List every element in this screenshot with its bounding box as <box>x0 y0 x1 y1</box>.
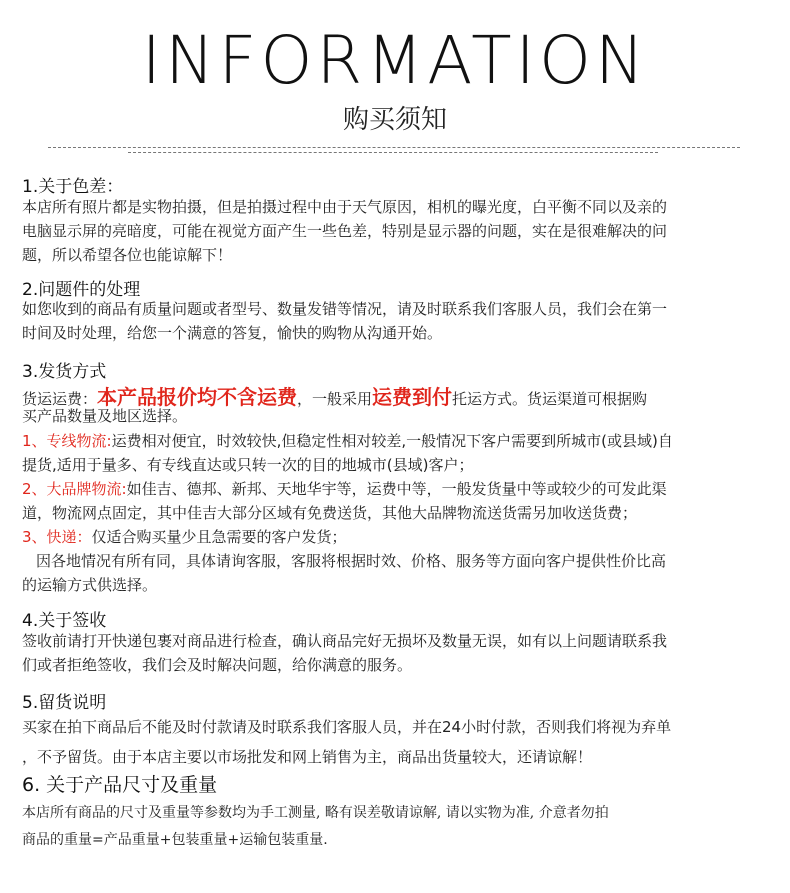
paragraph-line: 买家在拍下商品后不能及时付款请及时联系我们客服人员，并在24小时付款，否则我们将视为弃单 <box>22 718 672 736</box>
section-heading-color-difference: 1.关于色差： <box>22 177 124 197</box>
paragraph-line: 道，物流网点固定，其中佳吉大部分区域有免费送货，其他大品牌物流送货需另加收送货费； <box>22 504 638 522</box>
divider-bottom <box>128 152 658 153</box>
option-text: 仅适合购买量少且急需要的客户发货； <box>91 528 347 546</box>
paragraph-line: 的运输方式供选择。 <box>22 576 158 594</box>
section-heading-size-weight: 6. 关于产品尺寸及重量 <box>22 774 218 796</box>
page-subtitle: 购买须知 <box>342 105 447 135</box>
paragraph-line: 时间及时处理，给您一个满意的答复，愉快的购物从沟通开始。 <box>22 324 443 342</box>
paragraph-line: ，不予留货。由于本店主要以市场批发和网上销售为主，商品出货量较大，还请谅解！ <box>22 748 593 766</box>
text-fragment: 托运方式。货运渠道可根据购 <box>452 390 648 408</box>
option-label: 3、快递： <box>22 528 92 546</box>
paragraph-line: 提货,适用于量多、有专线直达或只转一次的目的地城市(县域)客户； <box>22 456 474 474</box>
paragraph-line: 本店所有商品的尺寸及重量等参数均为手工测量, 略有误差敬请谅解, 请以实物为准, 介意者勿拍 <box>22 805 609 821</box>
section-heading-shipping: 3.发货方式 <box>22 362 107 382</box>
freight-collect-notice: 运费到付 <box>372 385 453 409</box>
option-text: 运费相对便宜，时效较快,但稳定性相对较差,一般情况下客户需要到所城市(或县域)自 <box>111 432 673 450</box>
paragraph-line: 因各地情况有所有同，具体请询客服，客服将根据时效、价格、服务等方面向客户提供性价比高 <box>36 552 667 570</box>
price-excludes-shipping-notice: 本产品报价均不含运费 <box>97 385 298 409</box>
paragraph-line: 商品的重量=产品重量+包装重量+运输包装重量. <box>22 832 328 848</box>
section-heading-signing: 4.关于签收 <box>22 611 107 631</box>
option-text: 如佳吉、德邦、新邦、天地华宇等，运费中等，一般发货量中等或较少的可发此渠 <box>126 480 667 498</box>
section-heading-hold-goods: 5.留货说明 <box>22 693 107 713</box>
paragraph-line: 如您收到的商品有质量问题或者型号、数量发错等情况，请及时联系我们客服人员，我们会在第一 <box>22 300 668 318</box>
page-title: INFORMATION <box>141 22 649 99</box>
option-label: 1、专线物流: <box>22 432 112 450</box>
text-fragment: ，一般采用 <box>297 390 373 408</box>
shipping-option-express <box>22 526 347 547</box>
divider-top <box>48 147 740 148</box>
paragraph-line: 们或者拒绝签收，我们会及时解决问题，给你满意的服务。 <box>22 656 413 674</box>
paragraph-line: 买产品数量及地区选择。 <box>22 407 188 425</box>
paragraph-line: 签收前请打开快递包裹对商品进行检查，确认商品完好无损坏及数量无误，如有以上问题请联系我 <box>22 632 668 650</box>
shipping-option-brand <box>22 478 667 499</box>
paragraph-line: 题，所以希望各位也能谅解下！ <box>22 246 233 264</box>
shipping-fee-label: 货运运费： <box>22 390 98 408</box>
option-label: 2、大品牌物流: <box>22 480 127 498</box>
section-heading-issue-handling: 2.问题件的处理 <box>22 280 141 300</box>
shipping-option-dedicated <box>22 430 673 451</box>
paragraph-line: 本店所有照片都是实物拍摄，但是拍摄过程中由于天气原因，相机的曝光度，白平衡不同以及亲的 <box>22 198 668 216</box>
paragraph-line: 电脑显示屏的亮暗度，可能在视觉方面产生一些色差，特别是显示器的问题，实在是很难解决的问 <box>22 222 668 240</box>
